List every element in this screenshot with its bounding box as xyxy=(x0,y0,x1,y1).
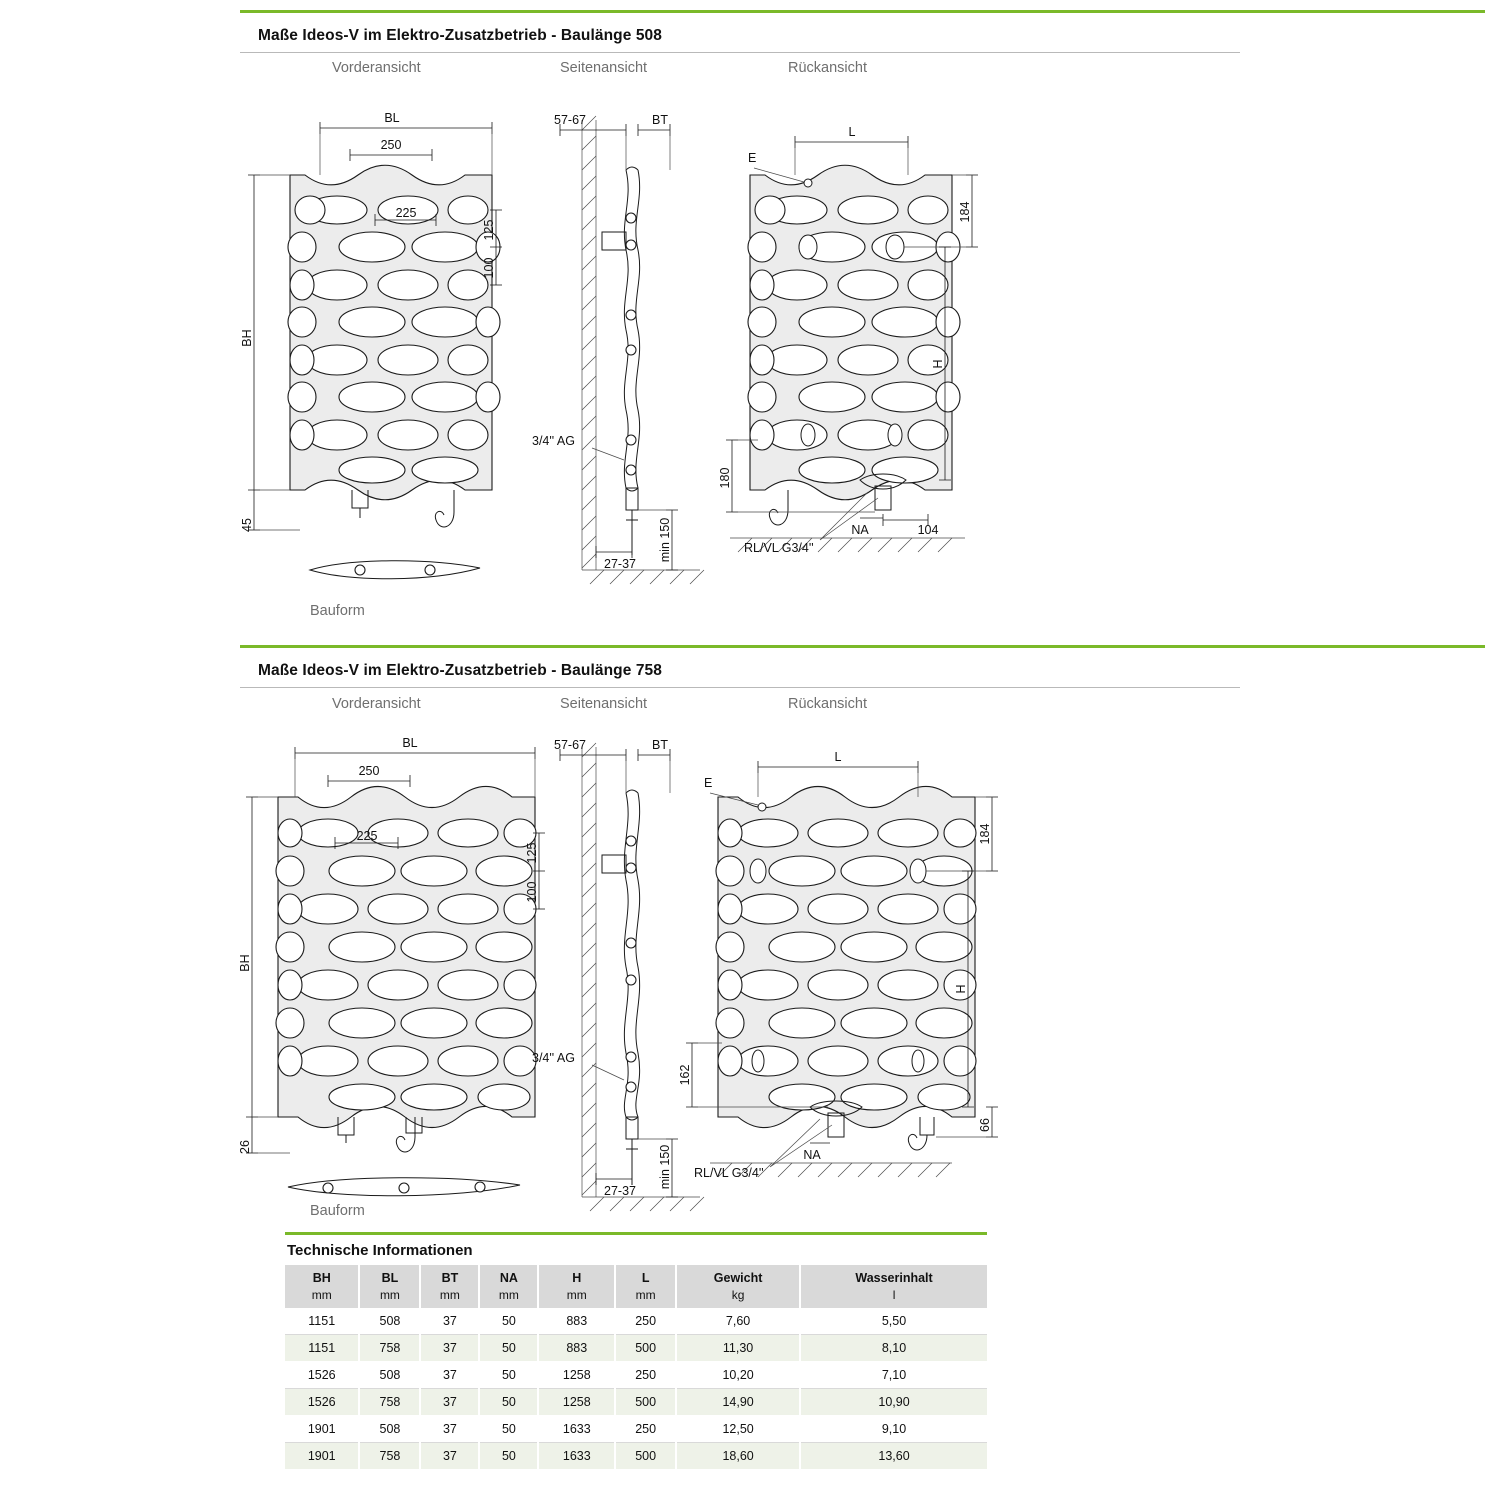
svg-text:RL/VL G3/4'': RL/VL G3/4'' xyxy=(744,541,814,555)
svg-text:250: 250 xyxy=(380,138,402,152)
cell-h: 1258 xyxy=(538,1389,615,1416)
section-1-view-back-label: Rückansicht xyxy=(788,60,867,76)
section-1-front-view-drawing xyxy=(240,100,520,600)
section-1-title-underline xyxy=(240,52,1240,53)
table-header-h-name: H xyxy=(572,1271,582,1285)
svg-text:E: E xyxy=(748,151,757,165)
svg-text:57-67: 57-67 xyxy=(554,113,586,127)
cell-na: 50 xyxy=(479,1389,538,1416)
cell-l: 250 xyxy=(615,1308,676,1335)
cell-h: 883 xyxy=(538,1335,615,1362)
table-header-bh-unit: mm xyxy=(311,1287,332,1302)
svg-text:27-37: 27-37 xyxy=(604,1184,636,1198)
table-header-l-unit: mm xyxy=(635,1287,656,1302)
cell-bt: 37 xyxy=(420,1335,479,1362)
cell-gewicht: 14,90 xyxy=(676,1389,800,1416)
table-header-bl-name: BL xyxy=(381,1271,399,1285)
table-header-na xyxy=(479,1265,538,1308)
table-header-bh xyxy=(285,1265,359,1308)
cell-na: 50 xyxy=(479,1443,538,1470)
svg-text:NA: NA xyxy=(803,1148,821,1162)
svg-text:BL: BL xyxy=(384,111,400,125)
table-header-bh-name: BH xyxy=(312,1271,331,1285)
svg-text:125: 125 xyxy=(482,219,496,241)
section-2-back-view-drawing xyxy=(680,735,1010,1215)
svg-text:66: 66 xyxy=(978,1118,992,1132)
svg-text:184: 184 xyxy=(958,201,972,223)
section-2-view-side-label: Seitenansicht xyxy=(560,696,648,712)
table-row xyxy=(285,1308,987,1335)
svg-text:250: 250 xyxy=(358,764,380,778)
table-header-na-unit: mm xyxy=(498,1287,519,1302)
table-header-na-name: NA xyxy=(499,1271,518,1285)
table-header-bt-unit: mm xyxy=(439,1287,460,1302)
cell-gewicht: 11,30 xyxy=(676,1335,800,1362)
cell-gewicht: 7,60 xyxy=(676,1308,800,1335)
svg-text:min 150: min 150 xyxy=(658,517,672,563)
svg-text:184: 184 xyxy=(978,823,992,845)
svg-text:3/4'' AG: 3/4'' AG xyxy=(532,1051,575,1065)
table-row xyxy=(285,1335,987,1362)
table-header-wasserinhalt-name: Wasserinhalt xyxy=(855,1271,933,1285)
cell-bh: 1151 xyxy=(285,1308,359,1335)
table-header-row xyxy=(285,1265,987,1308)
svg-text:min 150: min 150 xyxy=(658,1144,672,1190)
section-1-bauform-label: Bauform xyxy=(310,603,365,619)
svg-text:L: L xyxy=(848,125,856,139)
cell-bt: 37 xyxy=(420,1362,479,1389)
svg-text:100: 100 xyxy=(525,881,539,903)
svg-text:BT: BT xyxy=(652,738,668,752)
svg-text:BT: BT xyxy=(652,113,668,127)
svg-text:100: 100 xyxy=(482,257,496,279)
svg-text:E: E xyxy=(704,776,713,790)
svg-text:57-67: 57-67 xyxy=(554,738,586,752)
cell-na: 50 xyxy=(479,1308,538,1335)
cell-l: 250 xyxy=(615,1362,676,1389)
technical-information-table xyxy=(285,1265,987,1470)
svg-text:RL/VL G3/4'': RL/VL G3/4'' xyxy=(694,1166,764,1180)
cell-bh: 1901 xyxy=(285,1416,359,1443)
cell-bh: 1151 xyxy=(285,1335,359,1362)
cell-l: 500 xyxy=(615,1389,676,1416)
svg-text:NA: NA xyxy=(851,523,869,537)
section-1-view-front-label: Vorderansicht xyxy=(332,60,421,76)
cell-bt: 37 xyxy=(420,1308,479,1335)
table-header-bt-name: BT xyxy=(441,1271,459,1285)
cell-bl: 758 xyxy=(359,1389,420,1416)
cell-bh: 1526 xyxy=(285,1362,359,1389)
cell-h: 1633 xyxy=(538,1443,615,1470)
table-header-bt xyxy=(420,1265,479,1308)
table-header-l xyxy=(615,1265,676,1308)
section-1-title: Maße Ideos-V im Elektro-Zusatzbetrieb - Baulänge 508 xyxy=(258,27,662,44)
technical-information-block xyxy=(285,1232,987,1470)
cell-bl: 758 xyxy=(359,1335,420,1362)
svg-text:125: 125 xyxy=(525,842,539,864)
table-row xyxy=(285,1416,987,1443)
svg-text:L: L xyxy=(834,750,842,764)
section-2-top-rule xyxy=(240,645,1485,648)
svg-text:3/4'' AG: 3/4'' AG xyxy=(532,434,575,448)
cell-bl: 508 xyxy=(359,1416,420,1443)
svg-text:26: 26 xyxy=(238,1140,252,1154)
table-row xyxy=(285,1443,987,1470)
cell-bt: 37 xyxy=(420,1389,479,1416)
cell-bl: 758 xyxy=(359,1443,420,1470)
cell-wasserinhalt: 9,10 xyxy=(800,1416,987,1443)
table-title: Technische Informationen xyxy=(287,1242,473,1259)
cell-wasserinhalt: 10,90 xyxy=(800,1389,987,1416)
table-row xyxy=(285,1362,987,1389)
svg-text:H: H xyxy=(931,359,945,369)
cell-wasserinhalt: 5,50 xyxy=(800,1308,987,1335)
cell-wasserinhalt: 7,10 xyxy=(800,1362,987,1389)
svg-text:162: 162 xyxy=(678,1064,692,1086)
svg-text:104: 104 xyxy=(917,523,939,537)
table-header-wasserinhalt xyxy=(800,1265,987,1308)
table-header-h xyxy=(538,1265,615,1308)
svg-text:225: 225 xyxy=(356,829,378,843)
cell-gewicht: 10,20 xyxy=(676,1362,800,1389)
cell-bh: 1526 xyxy=(285,1389,359,1416)
table-row xyxy=(285,1389,987,1416)
cell-wasserinhalt: 13,60 xyxy=(800,1443,987,1470)
table-header-h-unit: mm xyxy=(566,1287,587,1302)
cell-bt: 37 xyxy=(420,1416,479,1443)
cell-na: 50 xyxy=(479,1362,538,1389)
cell-bt: 37 xyxy=(420,1443,479,1470)
cell-bh: 1901 xyxy=(285,1443,359,1470)
section-2-view-back-label: Rückansicht xyxy=(788,696,867,712)
cell-l: 500 xyxy=(615,1443,676,1470)
cell-wasserinhalt: 8,10 xyxy=(800,1335,987,1362)
svg-text:180: 180 xyxy=(718,467,732,489)
section-2-bauform-label: Bauform xyxy=(310,1203,365,1219)
section-1-view-side-label: Seitenansicht xyxy=(560,60,648,76)
svg-text:BH: BH xyxy=(238,954,252,972)
cell-h: 883 xyxy=(538,1308,615,1335)
table-header-bl xyxy=(359,1265,420,1308)
table-header-wasserinhalt-unit: l xyxy=(892,1287,896,1302)
section-2-view-front-label: Vorderansicht xyxy=(332,696,421,712)
cell-na: 50 xyxy=(479,1416,538,1443)
svg-text:H: H xyxy=(954,984,968,994)
table-header-gewicht-name: Gewicht xyxy=(713,1271,763,1285)
section-2-title: Maße Ideos-V im Elektro-Zusatzbetrieb - Baulänge 758 xyxy=(258,662,662,679)
cell-h: 1633 xyxy=(538,1416,615,1443)
cell-gewicht: 18,60 xyxy=(676,1443,800,1470)
cell-l: 500 xyxy=(615,1335,676,1362)
table-header-bl-unit: mm xyxy=(379,1287,400,1302)
section-2-front-view-drawing xyxy=(240,735,550,1215)
cell-na: 50 xyxy=(479,1335,538,1362)
table-header-gewicht-unit: kg xyxy=(731,1287,745,1302)
section-1-back-view-drawing xyxy=(700,100,1010,600)
table-header-gewicht xyxy=(676,1265,800,1308)
svg-text:27-37: 27-37 xyxy=(604,557,636,571)
cell-gewicht: 12,50 xyxy=(676,1416,800,1443)
svg-text:45: 45 xyxy=(240,518,254,532)
cell-h: 1258 xyxy=(538,1362,615,1389)
svg-text:BH: BH xyxy=(240,329,254,347)
table-header-l-name: L xyxy=(641,1271,650,1285)
cell-l: 250 xyxy=(615,1416,676,1443)
cell-bl: 508 xyxy=(359,1308,420,1335)
svg-text:225: 225 xyxy=(395,206,417,220)
section-1-top-rule xyxy=(240,10,1485,13)
cell-bl: 508 xyxy=(359,1362,420,1389)
section-2-title-underline xyxy=(240,687,1240,688)
svg-text:BL: BL xyxy=(402,736,418,750)
